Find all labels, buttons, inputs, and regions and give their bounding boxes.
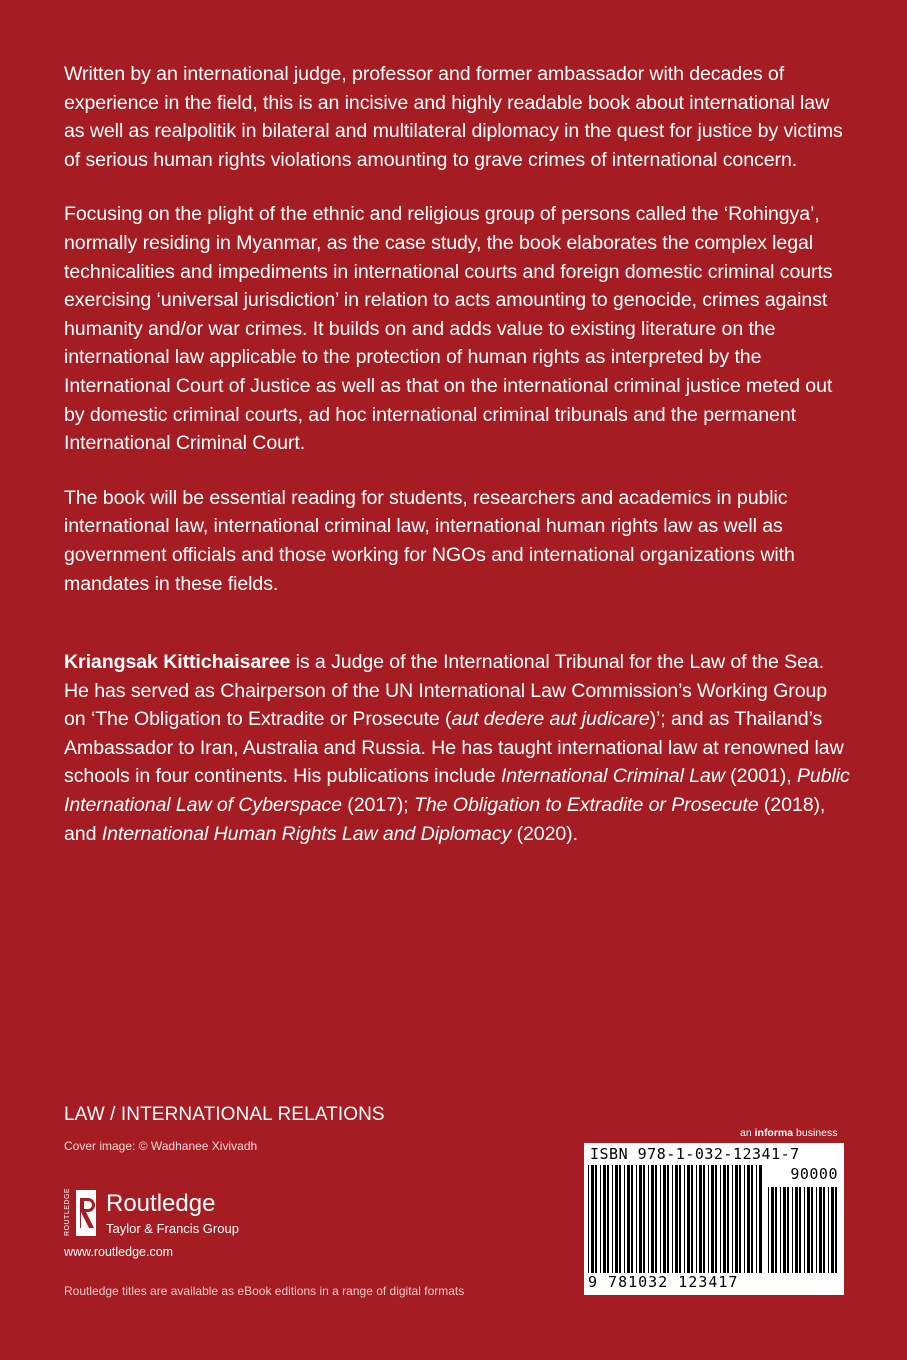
publisher-name: Routledge <box>106 1190 216 1217</box>
blurb-paragraph-1: Written by an international judge, professor and former ambassador with decades of experience in the field, this is an incisive and highly readable book about international law as well as realpolitik in bilateral and multilateral diplomacy in the quest for justice by victims of serious human rights violations amounting to grave crimes of international concern. <box>64 63 843 171</box>
barcode-bar <box>699 1165 702 1273</box>
back-cover-blurb <box>64 60 854 874</box>
barcode-bar <box>643 1165 645 1273</box>
publisher-logo <box>64 1187 304 1250</box>
barcode-addon-bars <box>768 1187 838 1273</box>
barcode-bar <box>799 1187 801 1273</box>
barcode-bar <box>756 1165 757 1273</box>
barcode-bar <box>747 1165 750 1273</box>
barcode-main-bars <box>588 1165 764 1273</box>
barcode-bar <box>816 1187 817 1273</box>
barcode-bar <box>691 1165 693 1273</box>
publisher-url[interactable]: www.routledge.com <box>64 1245 174 1259</box>
barcode-bar <box>588 1165 589 1273</box>
barcode-bar <box>648 1165 649 1273</box>
barcode-bar <box>607 1165 609 1273</box>
barcode-bar <box>600 1165 601 1273</box>
barcode-bar <box>759 1165 762 1273</box>
barcode-bar <box>744 1165 745 1273</box>
barcode-bar <box>636 1165 637 1273</box>
publisher-group: Taylor & Francis Group <box>106 1221 239 1236</box>
isbn-text: ISBN 978-1-032-12341-7 <box>590 1145 800 1163</box>
author-name: Kriangsak Kittichaisaree <box>64 651 291 674</box>
barcode-bar <box>687 1165 690 1273</box>
subject-category: LAW / INTERNATIONAL RELATIONS <box>64 1104 385 1125</box>
barcode-bar <box>711 1165 714 1273</box>
barcode-bar <box>792 1187 793 1273</box>
barcode-bar <box>591 1165 594 1273</box>
barcode-bar <box>631 1165 633 1273</box>
barcode-bar <box>795 1187 798 1273</box>
barcode-bar <box>751 1165 753 1273</box>
blurb-paragraph-2: Focusing on the plight of the ethnic and religious group of persons called the ‘Rohingya’, normally residing in Myanmar, as the case study, the book elaborates the complex legal technicalities and impediments in international courts and foreign domestic criminal courts exercising ‘universal jurisdiction’ in relation to acts amounting to genocide, crimes against humanity and/or war crimes. It builds on and adds value to existing literature on the international law applicable to the protection of human rights as interpreted by the International Court of Justice as well as that on the international criminal justice meted out by domestic criminal courts, ad hoc international criminal tribunals and the permanent International Criminal Court. <box>64 203 833 455</box>
isbn-barcode <box>584 1143 844 1295</box>
barcode-bar <box>735 1165 738 1273</box>
barcode-bar <box>667 1165 669 1273</box>
ebook-note: Routledge titles are available as eBook editions in a range of digital formats <box>64 1284 465 1298</box>
barcode-bar <box>807 1187 810 1273</box>
author-bio: Kriangsak Kittichaisaree is a Judge of the International Tribunal for the Law of the Sea. He has served as Chairperson of the UN International Law Commission’s Working Group on ‘The Obligation to Extradite or Prosecute (aut dedere aut judicare)’; and as Thailand’s Ambassador to Iran, Australia and Russia. He has taught international law at renowned law schools in four continents. His publications include International Criminal Law (2001), Public International Law of Cyberspace (2017); The Obligation to Extradite or Prosecute (2018), and International Human Rights Law and Diplomacy (2020). <box>64 651 850 845</box>
barcode-bar <box>804 1187 805 1273</box>
barcode-bar <box>615 1165 618 1273</box>
barcode-bar <box>715 1165 717 1273</box>
barcode-bar <box>619 1165 621 1273</box>
barcode-bar <box>835 1187 837 1273</box>
barcode-bar <box>783 1187 786 1273</box>
barcode-bar <box>627 1165 630 1273</box>
barcode-bar <box>624 1165 625 1273</box>
barcode-bar <box>811 1187 813 1273</box>
barcode-bar <box>696 1165 697 1273</box>
barcode-bar <box>831 1187 834 1273</box>
barcode-bar <box>663 1165 666 1273</box>
barcode-bar <box>720 1165 721 1273</box>
barcode-bar <box>639 1165 642 1273</box>
barcode-bar <box>775 1187 777 1273</box>
blurb-paragraph-3: The book will be essential reading for students, researchers and academics in public international law, international criminal law, international human rights law as well as government officials and those working for NGOs and international organizations with mandates in these fields. <box>64 486 795 595</box>
barcode-number: 9 781032 123417 <box>588 1273 739 1291</box>
barcode-bar <box>672 1165 673 1273</box>
barcode-bar <box>828 1187 829 1273</box>
barcode-bar <box>684 1165 685 1273</box>
barcode-bar <box>603 1165 606 1273</box>
barcode-bar <box>732 1165 733 1273</box>
cover-image-credit: Cover image: © Wadhanee Xivivadh <box>64 1139 258 1153</box>
barcode-bar <box>655 1165 657 1273</box>
price-code: 90000 <box>790 1165 838 1183</box>
barcode-bar <box>787 1187 789 1273</box>
barcode-bar <box>739 1165 741 1273</box>
barcode-bar <box>679 1165 681 1273</box>
barcode-bar <box>675 1165 678 1273</box>
barcode-bar <box>703 1165 705 1273</box>
barcode-bar <box>708 1165 709 1273</box>
barcode-bar <box>768 1187 769 1273</box>
barcode-bar <box>660 1165 661 1273</box>
barcode-bar <box>771 1187 774 1273</box>
barcode-bar <box>819 1187 822 1273</box>
barcode-bar <box>595 1165 597 1273</box>
barcode-bar <box>823 1187 825 1273</box>
barcode-bar <box>723 1165 726 1273</box>
barcode-bar <box>612 1165 613 1273</box>
barcode-bar <box>651 1165 654 1273</box>
barcode-bar <box>780 1187 781 1273</box>
informa-tagline: an informa business <box>740 1127 838 1139</box>
barcode-bar <box>727 1165 729 1273</box>
publisher-vertical-label: ROUTLEDGE <box>64 1187 71 1236</box>
